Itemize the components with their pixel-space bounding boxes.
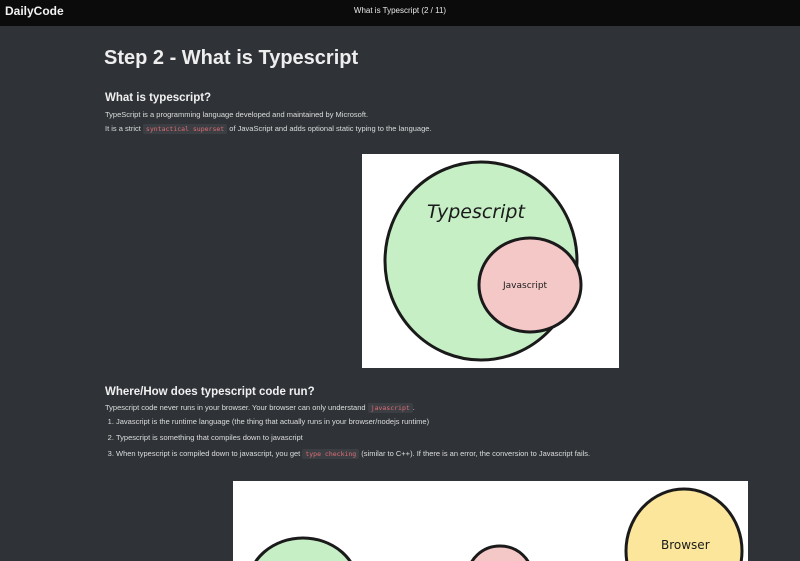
paragraph-text: It is a strict xyxy=(105,124,143,133)
page-title: Step 2 - What is Typescript xyxy=(104,47,359,69)
javascript-label: Javascript xyxy=(503,281,548,291)
javascript-circle xyxy=(468,546,532,561)
typescript-circle xyxy=(248,538,358,561)
list-item xyxy=(116,450,590,458)
inline-code: type checking xyxy=(302,449,359,459)
section1-paragraph-2 xyxy=(105,124,432,133)
diagram-svg xyxy=(233,481,748,561)
typescript-javascript-diagram xyxy=(362,154,619,368)
lesson-nav-title: What is Typescript (2 / 11) xyxy=(353,6,447,15)
paragraph-text: . xyxy=(412,403,415,412)
list-item-text: When typescript is compiled down to javascript, you get xyxy=(116,449,303,458)
browser-label: Browser xyxy=(661,538,710,552)
section-heading-what-is-typescript: What is typescript? xyxy=(105,92,212,104)
section-heading-where-does-typescript-run: Where/How does typescript code run? xyxy=(105,386,315,398)
inline-code: syntactical superset xyxy=(143,124,227,134)
list-item: 1. Javascript is the runtime language (the thing that actually runs in your browser/nodejs runtime) xyxy=(116,418,590,426)
list-item: 2. Typescript is something that compiles down to javascript xyxy=(116,434,590,442)
list-item-text: (similar to C++). If there is an error, the conversion to Javascript fails. xyxy=(359,449,591,458)
top-navbar xyxy=(0,0,800,26)
brand-logo[interactable]: DailyCode xyxy=(5,4,64,18)
diagram-svg xyxy=(362,154,619,368)
compilation-diagram xyxy=(233,481,748,561)
typescript-label: Typescript xyxy=(427,201,525,223)
section1-paragraph-1: TypeScript is a programming language developed and maintained by Microsoft. xyxy=(105,110,369,119)
section2-paragraph-1 xyxy=(105,403,415,412)
paragraph-text: Typescript code never runs in your browser. Your browser can only understand xyxy=(105,403,368,412)
paragraph-text: of JavaScript and adds optional static typing to the language. xyxy=(227,124,432,133)
inline-code: javascript xyxy=(368,403,413,413)
steps-list xyxy=(105,418,590,466)
